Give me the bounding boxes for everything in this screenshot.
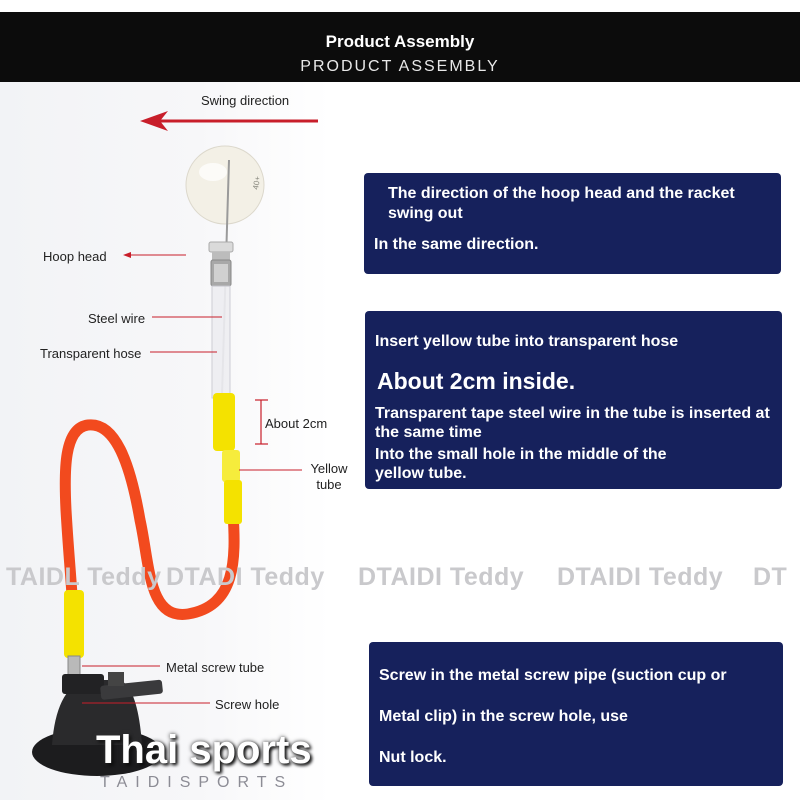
card-text-large: About 2cm inside. xyxy=(377,368,576,394)
card-text: In the same direction. xyxy=(374,236,539,253)
label-steel-wire: Steel wire xyxy=(88,311,146,326)
info-card-insert xyxy=(365,311,782,489)
card-text: Into the small hole in the middle of the yellow tube. xyxy=(375,446,667,483)
label-hoop-head: Hoop head xyxy=(43,249,107,264)
svg-text:40+: 40+ xyxy=(251,175,263,191)
label-about-2cm: About 2cm xyxy=(265,416,328,431)
label-transparent-hose: Transparent hose xyxy=(40,346,142,361)
watermark-text: DTAIDI Teddy xyxy=(557,563,724,591)
card-text: Metal clip) in the screw hole, use xyxy=(379,708,628,725)
info-card-screw xyxy=(369,642,783,786)
watermark-text: DTADI Teddy xyxy=(166,563,325,591)
card-text: Screw in the metal screw pipe (suction cup or xyxy=(379,667,727,684)
label-screw-hole: Screw hole xyxy=(215,697,280,712)
watermark-text: TAIDL Teddy xyxy=(6,563,162,591)
info-card-direction xyxy=(364,173,781,274)
brand-subtitle: TAIDISPORTS xyxy=(100,774,294,791)
label-yellow-tube: Yellow tube xyxy=(310,461,348,492)
label-metal-screw-tube: Metal screw tube xyxy=(166,660,265,675)
card-text: Insert yellow tube into transparent hose xyxy=(375,333,679,350)
swing-direction-arrow xyxy=(140,111,318,131)
card-text: Transparent tape steel wire in the tube is inserted at the same time xyxy=(375,405,770,442)
yellow-tube-shape xyxy=(213,393,242,524)
ball-icon xyxy=(186,146,264,224)
lower-yellow-tube xyxy=(64,590,84,658)
header-subtitle: PRODUCT ASSEMBLY xyxy=(300,58,500,75)
card-text: The direction of the hoop head and the racket swing out xyxy=(388,185,735,222)
brand-name: Thai sports xyxy=(96,728,312,772)
watermark-text: DTAIDI Teddy xyxy=(358,563,525,591)
card-text: Nut lock. xyxy=(379,749,447,766)
header-title: Product Assembly xyxy=(325,32,475,51)
transparent-hose-shape xyxy=(212,286,230,398)
watermark-text: DT xyxy=(753,563,788,591)
label-swing-direction: Swing direction xyxy=(201,93,290,108)
hoop-head-icon xyxy=(209,242,233,286)
